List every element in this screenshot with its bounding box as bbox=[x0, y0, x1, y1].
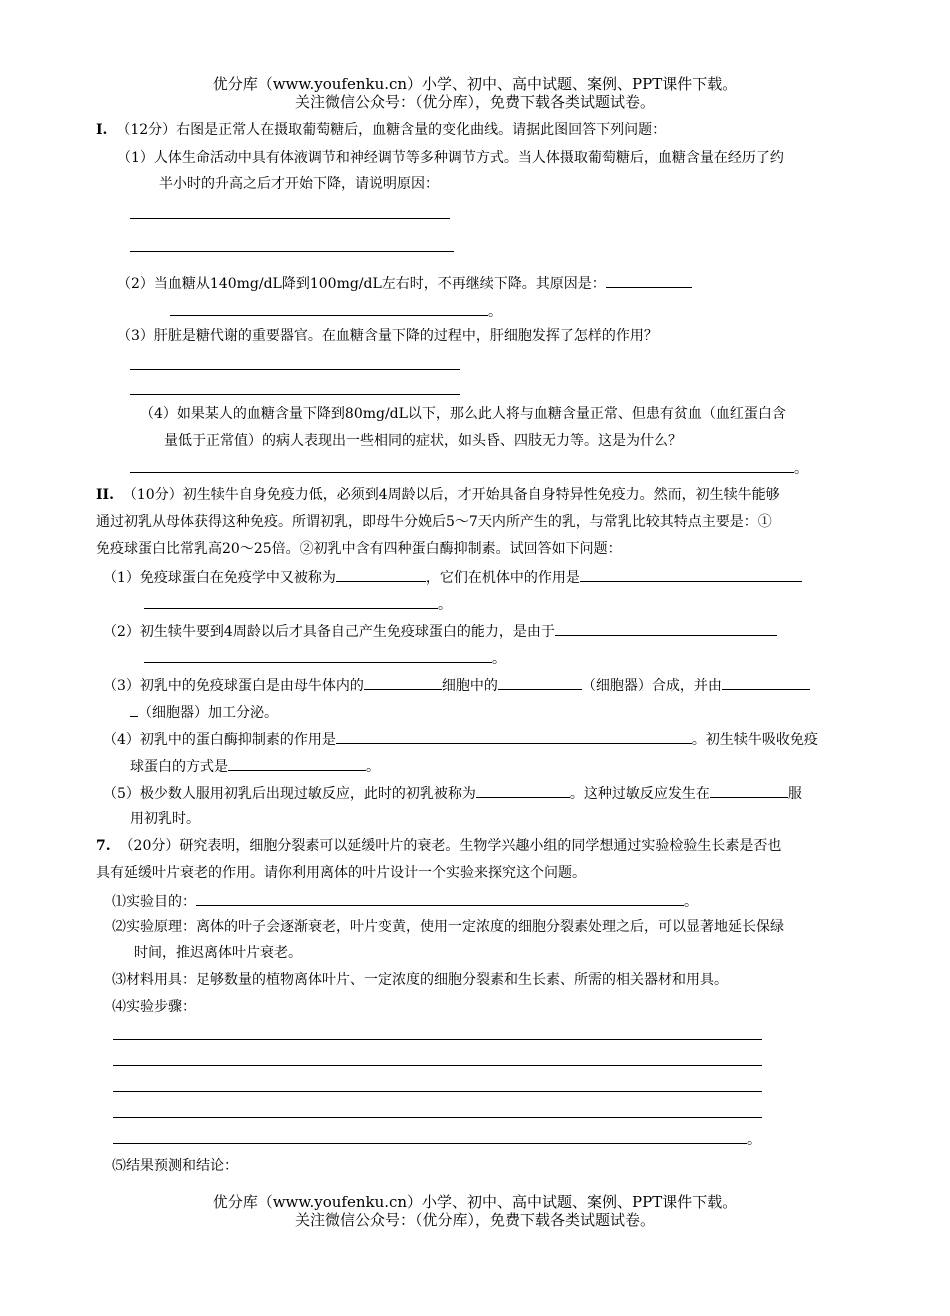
question-7-intro-line1 bbox=[96, 837, 781, 855]
q2-sub3-text-b: 细胞中的 bbox=[441, 678, 498, 694]
q7-sub2-line2: 时间，推迟离体叶片衰老。 bbox=[134, 945, 302, 961]
q2-sub3-text-d: （细胞器）加工分泌。 bbox=[138, 705, 278, 721]
q2-sub2-end: 。 bbox=[492, 651, 506, 667]
q7-step-line-3[interactable] bbox=[113, 1091, 762, 1092]
q2-sub3-blank-3[interactable] bbox=[722, 675, 810, 690]
question-1-text: （12分）右图是正常人在摄取葡萄糖后，血糖含量的变化曲线。请据此图回答下列问题： bbox=[116, 122, 667, 138]
q2-sub3-blank-1[interactable] bbox=[364, 675, 442, 690]
q2-sub3-line1 bbox=[103, 675, 810, 695]
question-7-intro-line2: 具有延缓叶片衰老的作用。请你利用离体的叶片设计一个实验来探究这个问题。 bbox=[96, 865, 586, 881]
q7-sub1 bbox=[112, 891, 698, 911]
q2-sub3-line2 bbox=[130, 702, 278, 722]
question-1-number: I. bbox=[96, 122, 108, 138]
q7-sub4-end: 。 bbox=[747, 1132, 761, 1148]
q7-step-line-4[interactable] bbox=[113, 1117, 762, 1118]
q2-sub4-line1 bbox=[103, 729, 818, 749]
footer-line-1: 优分库（www.youfenku.cn）小学、初中、高中试题、案例、PPT课件下载。 bbox=[212, 1193, 738, 1211]
q7-sub1-label: ⑴实验目的： bbox=[112, 894, 196, 910]
question-7-text-1: （20分）研究表明，细胞分裂素可以延缓叶片的衰老。生物学兴趣小组的同学想通过实验检验生长素是否也 bbox=[119, 838, 782, 854]
q2-sub4-blank-1[interactable] bbox=[336, 729, 692, 744]
q1-part4-line1: （4）如果某人的血糖含量下降到80mg/dL以下，那么此人将与血糖含量正常、但患有贫血（血红蛋白含 bbox=[140, 406, 786, 422]
q7-step-last-line bbox=[113, 1129, 761, 1149]
q1-part3-line1: （3）肝脏是糖代谢的重要器官。在血糖含量下降的过程中，肝细胞发挥了怎样的作用？ bbox=[117, 328, 658, 344]
header-line-2: 关注微信公众号：（优分库），免费下载各类试题试卷。 bbox=[294, 93, 655, 111]
q2-sub3-text-c: （细胞器）合成，并由 bbox=[581, 678, 722, 694]
q7-sub5-label: ⑸结果预测和结论： bbox=[112, 1158, 238, 1174]
q2-sub5-text-a: （5）极少数人服用初乳后出现过敏反应，此时的初乳被称为 bbox=[103, 786, 476, 802]
q1-part2-line2 bbox=[170, 301, 502, 321]
q7-sub4-label: ⑷实验步骤： bbox=[112, 999, 196, 1015]
q2-sub4-blank-2[interactable] bbox=[228, 756, 366, 771]
q1-part4-line2: 量低于正常值）的病人表现出一些相同的症状，如头昏、四肢无力等。这是为什么？ bbox=[164, 433, 682, 449]
q2-sub2-blank-2[interactable] bbox=[144, 648, 492, 663]
q2-sub1-blank-3[interactable] bbox=[144, 594, 438, 609]
q7-sub3: ⑶材料用具：足够数量的植物离体叶片、一定浓度的细胞分裂素和生长素、所需的相关器材和用具。 bbox=[112, 972, 728, 988]
q2-sub3-blank-4[interactable] bbox=[130, 702, 138, 717]
q1-part2-blank-1[interactable] bbox=[606, 273, 692, 288]
q7-sub1-blank[interactable] bbox=[196, 891, 684, 906]
q1-part2-end: 。 bbox=[488, 304, 502, 320]
q1-part3-answer-line-2[interactable] bbox=[130, 394, 460, 395]
q2-sub2-text: （2）初生犊牛要到4周龄以后才具备自己产生免疫球蛋白的能力，是由于 bbox=[103, 624, 555, 640]
q2-sub3-blank-2[interactable] bbox=[498, 675, 582, 690]
q7-step-line-2[interactable] bbox=[113, 1065, 762, 1066]
q1-part2-line1 bbox=[117, 273, 692, 293]
q2-sub5-text-c: 服 bbox=[787, 786, 802, 802]
q2-sub5-blank-1[interactable] bbox=[476, 783, 570, 798]
q1-part1-line2: 半小时的升高之后才开始下降，请说明原因： bbox=[159, 176, 439, 192]
q2-sub1-line2 bbox=[144, 594, 452, 614]
question-2-number: II. bbox=[96, 487, 114, 503]
q2-sub1-blank-2[interactable] bbox=[580, 567, 802, 582]
question-2-intro-line2: 通过初乳从母体获得这种免疫。所谓初乳，即母牛分娩后5～7天内所产生的乳，与常乳比较其特点主要是：① bbox=[96, 514, 772, 530]
q7-step-line-1[interactable] bbox=[113, 1039, 762, 1040]
q2-sub1-text-a: （1）免疫球蛋白在免疫学中又被称为 bbox=[103, 570, 336, 586]
question-2-intro-line3: 免疫球蛋白比常乳高20～25倍。②初乳中含有四种蛋白酶抑制素。试回答如下问题： bbox=[96, 541, 622, 557]
q2-sub4-end: 。 bbox=[366, 759, 380, 775]
question-1-intro bbox=[96, 121, 666, 139]
q2-sub1-blank-1[interactable] bbox=[336, 567, 426, 582]
q2-sub1-text-b: ，它们在机体中的作用是 bbox=[425, 570, 580, 586]
q2-sub5-blank-2[interactable] bbox=[710, 783, 788, 798]
q2-sub4-line2 bbox=[130, 756, 380, 776]
question-2-intro-line1 bbox=[96, 486, 780, 504]
q1-part4-line3 bbox=[130, 458, 808, 478]
question-2-text-1: （10分）初生犊牛自身免疫力低，必须到4周龄以后，才开始具备自身特异性免疫力。然而，初生犊牛能够 bbox=[122, 487, 780, 503]
q2-sub5-text-b: 。这种过敏反应发生在 bbox=[569, 786, 710, 802]
q1-part4-end: 。 bbox=[794, 461, 808, 477]
q2-sub4-text-a: （4）初乳中的蛋白酶抑制素的作用是 bbox=[103, 732, 336, 748]
q1-part3-answer-line-1[interactable] bbox=[130, 369, 460, 370]
q2-sub4-text-b: 。初生犊牛吸收免疫 bbox=[691, 732, 818, 748]
q1-part1-answer-line-2[interactable] bbox=[130, 251, 454, 252]
q7-step-line-5[interactable] bbox=[113, 1129, 747, 1144]
q2-sub1-end: 。 bbox=[438, 597, 452, 613]
q1-part4-blank[interactable] bbox=[130, 458, 794, 473]
q2-sub1-line1 bbox=[103, 567, 802, 587]
header-line-1: 优分库（www.youfenku.cn）小学、初中、高中试题、案例、PPT课件下载。 bbox=[212, 75, 738, 93]
q2-sub5-line2: 用初乳时。 bbox=[130, 811, 200, 827]
q1-part1-line1: （1）人体生命活动中具有体液调节和神经调节等多种调节方式。当人体摄取葡萄糖后，血糖含量在经历了约 bbox=[117, 150, 784, 166]
q7-sub1-end: 。 bbox=[684, 894, 698, 910]
q2-sub3-text-a: （3）初乳中的免疫球蛋白是由母牛体内的 bbox=[103, 678, 364, 694]
question-7-number: 7. bbox=[96, 838, 111, 854]
q2-sub2-line2 bbox=[144, 648, 506, 668]
q2-sub4-text-c: 球蛋白的方式是 bbox=[130, 759, 228, 775]
q1-part2-blank-2[interactable] bbox=[170, 301, 488, 316]
q2-sub2-blank-1[interactable] bbox=[555, 621, 777, 636]
q2-sub2-line1 bbox=[103, 621, 777, 641]
q7-sub2-line1: ⑵实验原理：离体的叶子会逐渐衰老，叶片变黄，使用一定浓度的细胞分裂素处理之后，可以显著地延长保绿 bbox=[112, 919, 784, 935]
q1-part2-text: （2）当血糖从140mg/dL降到100mg/dL左右时，不再继续下降。其原因是： bbox=[117, 276, 606, 292]
q2-sub5-line1 bbox=[103, 783, 802, 803]
q1-part1-answer-line-1[interactable] bbox=[130, 218, 450, 219]
footer-line-2: 关注微信公众号：（优分库），免费下载各类试题试卷。 bbox=[294, 1211, 655, 1229]
